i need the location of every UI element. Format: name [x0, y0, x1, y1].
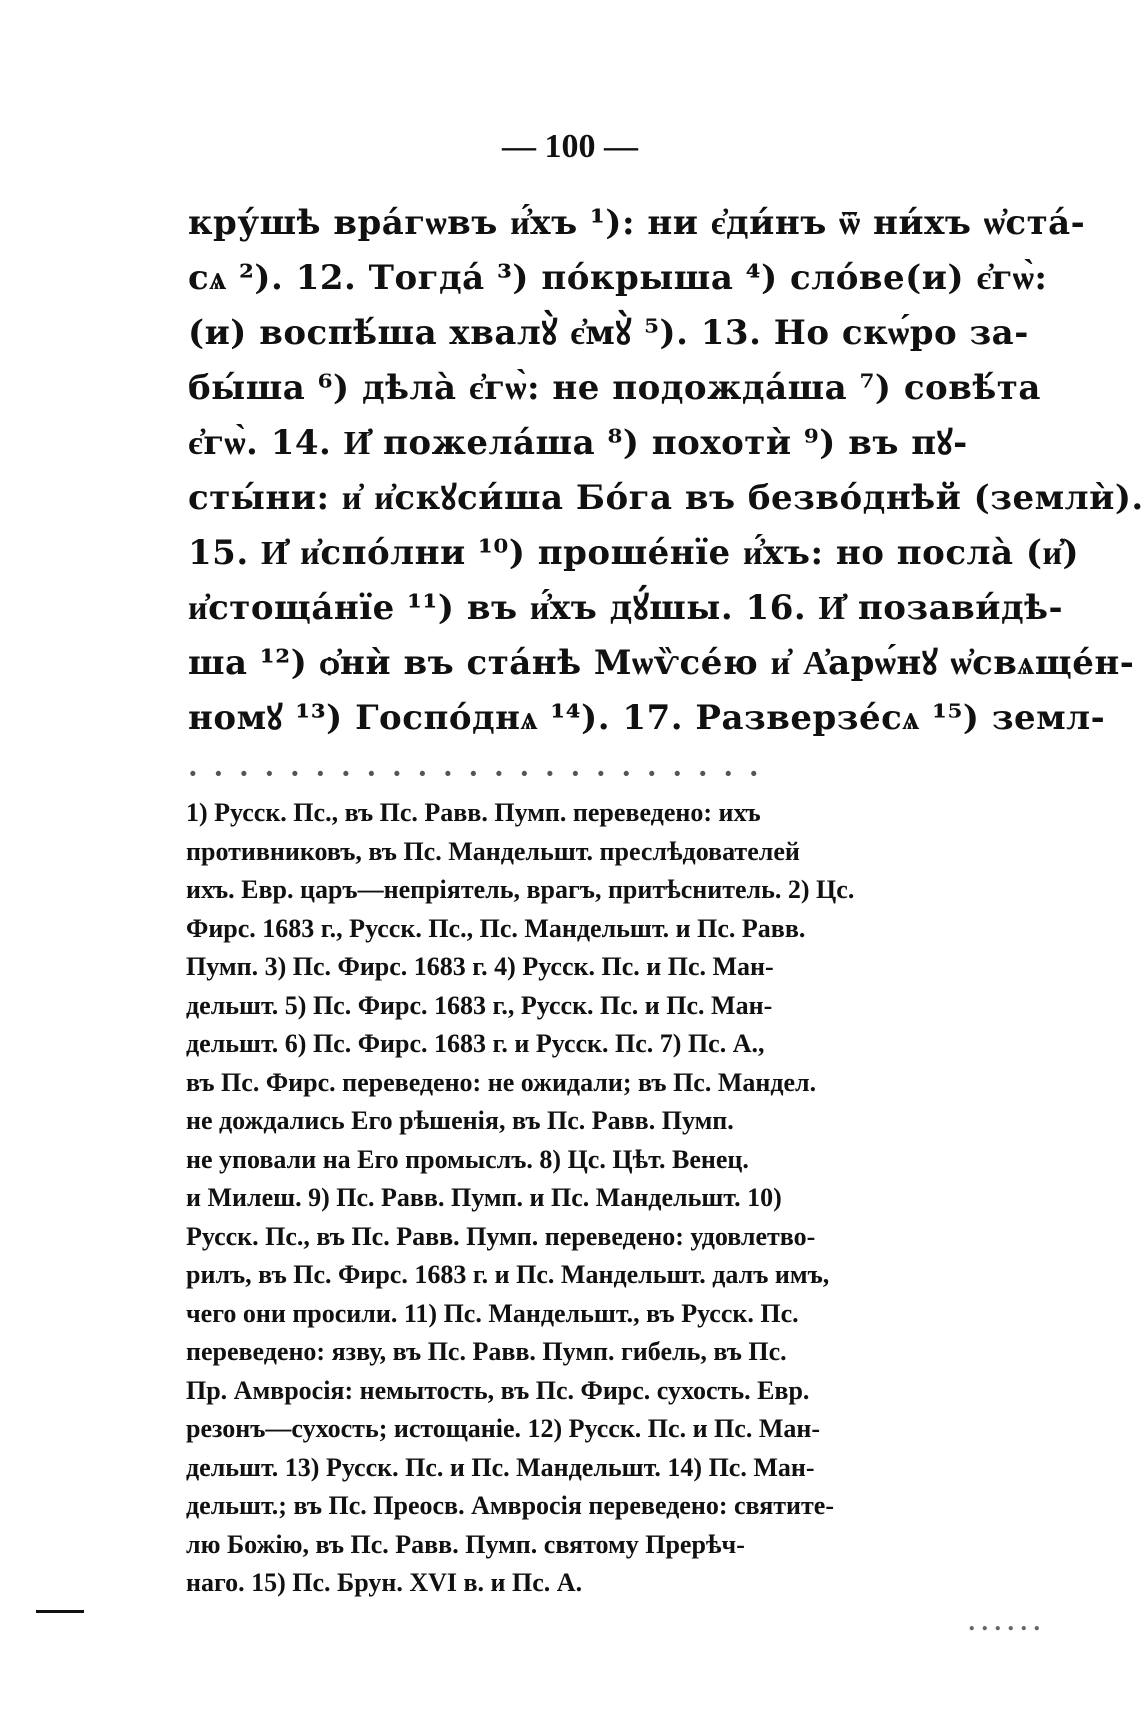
- main-text-line: ша ¹²) ѻ҆нѝ въ ста́нѣ Мѡѷсе́ю и҆ А҆арѡ́нꙋ ѡ҆свѧще́н-: [188, 643, 1135, 683]
- footnote-line: въ Пс. Фирс. переведено: не ожидали; въ Пс. Мандел.: [186, 1067, 817, 1097]
- margin-rule: [36, 1610, 84, 1613]
- footnote-line-cut: . . . . . .: [968, 1606, 1040, 1636]
- footnote-line: дельшт. 13) Русск. Пс. и Пс. Мандельшт. 14) Пс. Ман-: [186, 1452, 815, 1482]
- footnote-line: дельшт.; въ Пс. Преосв. Амвросія переведено: святите-: [186, 1491, 835, 1520]
- footnote-line: Пумп. 3) Пс. Фирс. 1683 г. 4) Русск. Пс. и Пс. Ман-: [186, 952, 774, 981]
- main-text-line: є҆гѡ̀. 14. И҆ пожела́ша ⁸) похотѝ ⁹) въ пꙋ-: [188, 423, 968, 463]
- footnote-line: не дождались Его рѣшенія, въ Пс. Равв. Пумп.: [186, 1106, 734, 1135]
- main-text-line: бы́ша ⁶) дѣла̀ є҆гѡ̀: не подожда́ша ⁷) совѣ́та: [188, 368, 1041, 408]
- footnote-line: Пр. Амвросія: немытость, въ Пс. Фирс. сухость. Евр.: [186, 1375, 810, 1405]
- footnote-line: ихъ. Евр. царъ—непріятель, врагъ, притѣснитель. 2) Цс.: [186, 875, 855, 904]
- page-number: — 100 —: [502, 128, 638, 165]
- main-text-line: и҆стоща́нїе ¹¹) въ и҆́хъ дꙋ́шы. 16. И҆ позави́дѣ-: [188, 588, 1064, 628]
- main-text-block: [188, 196, 1144, 801]
- footnote-line: 1) Русск. Пс., въ Пс. Равв. Пумп. переведено: ихъ: [186, 798, 761, 827]
- footnote-line: наго. 15) Пс. Брун. XVI в. и Пс. А.: [186, 1568, 583, 1597]
- footnote-line: не уповали на Его промыслъ. 8) Цс. Цѣт. Венец.: [186, 1144, 749, 1174]
- footnotes-block: [186, 794, 1040, 1641]
- footnote-line: переведено: язву, въ Пс. Равв. Пумп. гибель, въ Пс.: [186, 1337, 787, 1366]
- footnote-line: Фирс. 1683 г., Русск. Пс., Пс. Мандельшт. и Пс. Равв.: [186, 913, 806, 943]
- footnote-line: резонъ—сухость; истощаніе. 12) Русск. Пс. и Пс. Ман-: [186, 1414, 820, 1443]
- main-text-line: 15. И҆ и҆спо́лни ¹⁰) проше́нїе и҆́хъ: но посла̀ (и҆): [188, 533, 1080, 573]
- footnote-line: лю Божію, въ Пс. Равв. Пумп. святому Прерѣч-: [186, 1529, 745, 1559]
- footnote-line: дельшт. 6) Пс. Фирс. 1683 г. и Русск. Пс. 7) Пс. А.,: [186, 1029, 765, 1058]
- footnote-line: Русск. Пс., въ Пс. Равв. Пумп. переведено: удовлетво-: [186, 1221, 816, 1251]
- footnote-line: и Милеш. 9) Пс. Равв. Пумп. и Пс. Мандельшт. 10): [186, 1183, 782, 1212]
- main-text-line: сѧ ²). 12. Тогда́ ³) по́крыша ⁴) сло́ве(и) є҆гѡ̀:: [188, 258, 1048, 298]
- footnote-line: чего они просили. 11) Пс. Мандельшт., въ Русск. Пс.: [186, 1298, 799, 1328]
- main-text-line: кру́шѣ вра́гѡвъ и҆́хъ ¹): ни є҆ди́нъ ѿ ни́хъ ѡ҆ста́-: [188, 203, 1086, 243]
- footnote-line: противниковъ, въ Пс. Мандельшт. преслѣдователей: [186, 836, 800, 866]
- footnote-line: рилъ, въ Пс. Фирс. 1683 г. и Пс. Мандельшт. далъ имъ,: [186, 1260, 830, 1289]
- main-text-line: сты́ни: и҆ и҆скꙋси́ша Бо́га въ безво́днѣй (землѝ).: [188, 478, 1144, 518]
- main-text-line: номꙋ ¹³) Госпо́днѧ ¹⁴). 17. Разверзе́сѧ ¹⁵) земл-: [188, 698, 1106, 738]
- main-text-line: (и) воспѣ́ша хвалꙋ̀ є҆мꙋ̀ ⁵). 13. Но скѡ́ро за-: [188, 313, 1029, 353]
- footnote-line: дельшт. 5) Пс. Фирс. 1683 г., Русск. Пс. и Пс. Ман-: [186, 990, 773, 1020]
- main-text-line-cut: · · · · · · · · · · · · · · · · · · · · · · ·: [188, 757, 762, 790]
